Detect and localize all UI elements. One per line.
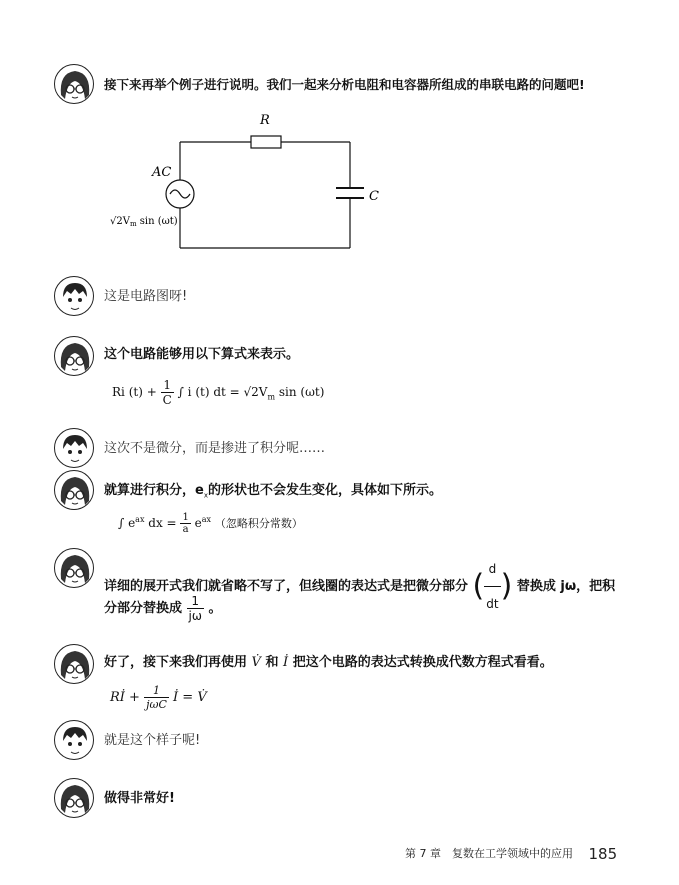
capacitor-label: C — [369, 189, 379, 204]
chapter-title: 第 7 章 复数在工学领域中的应用 — [405, 847, 573, 860]
dialogue-line-8: 就是这个样子呢! — [104, 733, 201, 748]
source-expression: $√2V_m$ sin (ωt) — [110, 216, 178, 228]
dialogue-line-6: 详细的展开式我们就省略不写了，但线圈的表达式是把微分部分 ( $\frac{d}{dt}$ ) 替换成 jω，把积 — [104, 552, 615, 621]
girl-avatar — [54, 548, 94, 588]
dialogue-line-1: 接下来再举个例子进行说明。我们一起来分析电阻和电容器所组成的串联电路的问题吧! — [104, 77, 585, 92]
rc-circuit-diagram — [110, 108, 390, 258]
girl-avatar — [54, 64, 94, 104]
derivative-operator: ( $\frac{d}{dt}$ ) — [473, 552, 513, 621]
resistor-label: R — [260, 113, 270, 128]
source-label: AC — [152, 165, 172, 180]
dialogue-line-7: 好了，接下来我们再使用 V̇ 和 İ 把这个电路的表达式转换成代数方程式看看。 — [104, 655, 553, 670]
formula-3: Rİ + $\frac{1}{\text{jωC}}$ İ = V̇ — [110, 684, 207, 711]
formula-2: ∫ $e^{ax}$ dx = $\frac{1}{a}$ $e^{ax}$ （忽略积分常数） — [118, 512, 303, 535]
boy-avatar — [54, 720, 94, 760]
dialogue-line-3: 这个电路能够用以下算式来表示。 — [104, 347, 300, 362]
girl-avatar — [54, 336, 94, 376]
formula-1: Ri (t) + $\frac{1}{C}$ ∫ i (t) dt = $√2V_m$ sin (ωt) — [112, 378, 325, 407]
boy-avatar — [54, 276, 94, 316]
dialogue-line-6-cont: 分部分替换成 $\frac{1}{j\omega}$ 。 — [104, 594, 222, 623]
dialogue-line-4: 这次不是微分，而是掺进了积分呢…… — [104, 441, 326, 456]
page-number: 185 — [588, 845, 618, 863]
dialogue-line-2: 这是电路图呀! — [104, 289, 188, 304]
dialogue-line-5: 就算进行积分，$e_x$的形状也不会发生变化，具体如下所示。 — [104, 483, 442, 500]
boy-avatar — [54, 428, 94, 468]
page-footer — [405, 845, 617, 863]
girl-avatar — [54, 470, 94, 510]
girl-avatar — [54, 644, 94, 684]
dialogue-line-9: 做得非常好! — [104, 791, 175, 806]
girl-avatar — [54, 778, 94, 818]
